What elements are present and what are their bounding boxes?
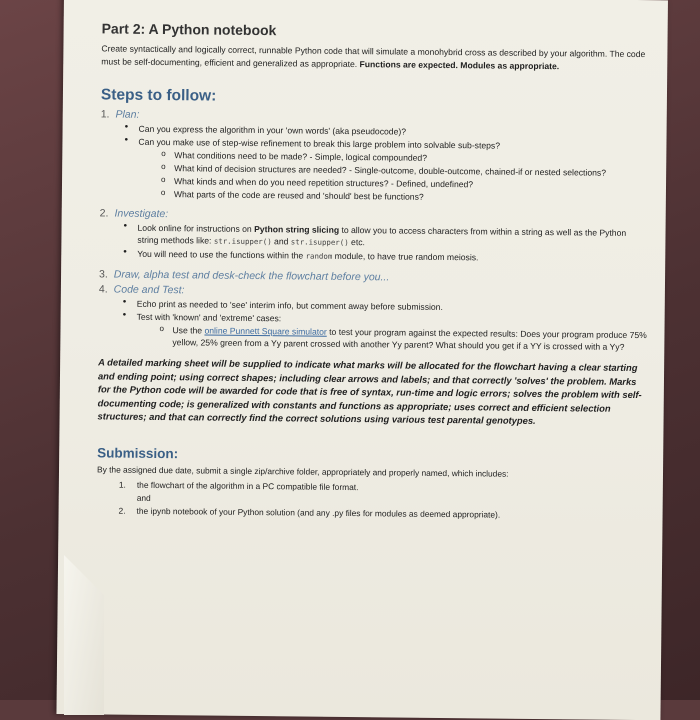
step4-title: Code and Test: [113,283,185,297]
steps-title: Steps to follow: [100,86,217,105]
document-content [97,20,652,523]
list-item [136,311,648,353]
marking-paragraph: A detailed marking sheet will be supplied to indicate what marks will be allocated for the flowchart having a clear starting and ending point; using correct shapes; including clear arrows and labels; and that correctly 'solves' the problem. Marks for the Python code will be awarded for code that is free of syntax, run-time and logic errors; solves the problem with self-documenting code; is generalized with constants and functions as appropriate; uses correct and efficient selection structures; and that can correctly find the correct solutions using various test parental genotypes. [97,356,642,426]
intro-bold-text: Functions are expected. Modules as appropriate. [359,59,560,72]
sub-list-item: o What conditions need to be made? - Simple, logical compounded? [174,149,650,166]
list-item [137,222,649,252]
submission-title: Submission: [97,444,179,461]
punnett-simulator-link[interactable]: online Punnett Square simulator [204,325,327,337]
step4-sub-bullets [136,324,648,353]
code-span: str.isupper() [213,236,272,247]
text-span: Look online for instructions on [137,222,255,235]
sub-list-item: o What kind of decision structures are needed? - Single-outcome, double-outcome, chained-if or nested selections? [174,162,650,179]
step4-number: 4. [98,283,108,296]
part-title: Part 2: A Python notebook [101,20,277,39]
list-number: 1. [118,479,126,490]
text-span: to test your program against the expected results: Does your program produce 75% yellow, 25% green from a Yy parent crossed with another Yy parent? What should you get if a YY is crossed with a Yy? [172,326,647,352]
step2-title: Investigate: [114,207,169,221]
list-item-text: Test with 'known' and 'extreme' cases: [136,311,282,324]
text-span: to allow you to access characters from within a string as well as the Python string methods like: [137,224,627,246]
step1-bullets [100,122,651,205]
list-number: 2. [118,505,126,516]
and-text: and [136,492,151,503]
step1-number: 1. [100,108,110,121]
list-item: • Can you express the algorithm in your 'own words' (aka pseudocode)? [139,123,651,140]
intro-text: Create syntactically and logically correct, runnable Python code that will simulate a monohybrid cross as described by your algorithm. The code must be self-documenting, efficient and generalized as appropriate. [101,43,646,70]
list-item-text: the flowchart of the algorithm in a PC compatible file format. [136,479,359,492]
paper-sheet [56,0,668,720]
text-span: and [271,236,291,247]
text-span: Use the [172,325,205,336]
step1-title: Plan: [115,108,140,121]
sub-list-item: o What parts of the code are reused and 'should' best be functions? [174,188,650,205]
intro-paragraph [101,42,651,74]
bold-span: Python string slicing [254,224,340,235]
list-item-text: Can you make use of step-wise refinement to break this large problem into solvable sub-steps? [138,136,501,151]
text-span: module, to have true random meiosis. [332,250,479,263]
step1-sub-bullets [138,149,651,205]
submission-intro: By the assigned due date, submit a single zip/archive folder, appropriately and properly named, which includes: [96,463,509,479]
list-item-text: the ipynb notebook of your Python solution (and any .py files for modules as deemed appropriate). [136,505,501,520]
sub-list-item: o What kinds and when do you need repetition structures? - Defined, undefined? [174,175,650,192]
text-span: etc. [348,236,365,248]
list-item [138,136,651,205]
code-span: random [305,251,333,261]
list-item: • Echo print as needed to 'see' interim info, but comment away before submission. [137,298,649,315]
list-item [118,504,647,521]
step3-number: 3. [99,268,108,281]
sub-list-item [172,324,648,353]
step3-title: Draw, alpha test and desk-check the flowchart before you... [113,268,390,284]
step2-bullets [99,221,649,266]
text-span: You will need to use the functions within the [137,248,306,261]
code-span: str.isupper() [290,237,349,247]
step2-number: 2. [99,207,109,220]
step4-bullets [98,297,648,353]
